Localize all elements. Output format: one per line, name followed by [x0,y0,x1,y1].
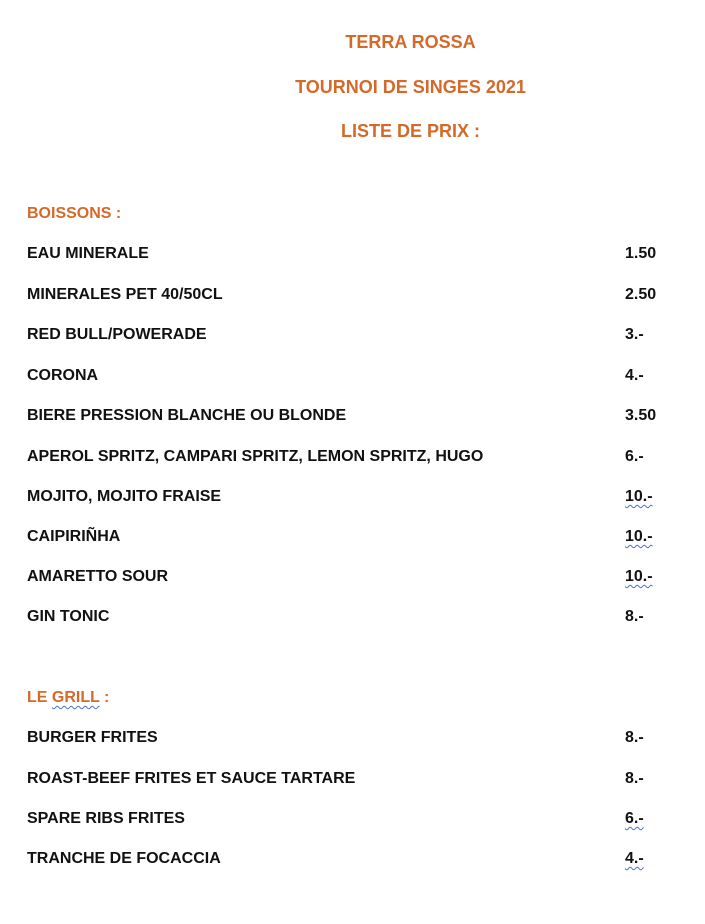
venue-title: TERRA ROSSA [345,32,476,52]
menu-row [27,810,667,832]
item-label: BIERE PRESSION BLANCHE OU BLONDE [27,407,347,424]
item-price: 4.- [625,367,644,384]
item-price: 10.- [625,488,653,505]
item-label: CAIPIRIÑHA [27,528,121,545]
menu-row [27,326,667,348]
item-label: CORONA [27,367,99,384]
item-label: APEROL SPRITZ, CAMPARI SPRITZ, LEMON SPRITZ, HUGO [27,448,484,465]
item-price: 3.50 [625,407,657,424]
item-label: GIN TONIC [27,608,110,625]
menu-row [27,407,667,429]
menu-row [27,770,667,792]
item-price: 8.- [625,608,644,625]
menu-row [27,448,667,470]
section-title-grill [27,689,109,707]
section-title-boissons: BOISSONS : [27,205,122,222]
item-price: 10.- [625,568,653,585]
item-price: 3.- [625,326,644,343]
item-label: TRANCHE DE FOCACCIA [27,850,221,867]
item-label: AMARETTO SOUR [27,568,169,585]
menu-row [27,608,667,630]
price-list-title: LISTE DE PRIX : [340,121,481,141]
menu-row [27,850,667,872]
item-label: EAU MINERALE [27,245,149,262]
section-title-suffix: : [99,689,110,706]
menu-row [27,729,667,751]
menu-row [27,568,667,590]
menu-row [27,528,667,550]
menu-row [27,488,667,510]
item-price: 8.- [625,770,644,787]
item-price: 6.- [625,448,644,465]
event-title: TOURNOI DE SINGES 2021 [295,77,526,97]
item-label: RED BULL/POWERADE [27,326,207,343]
item-price: 2.50 [625,286,657,303]
item-price: 8.- [625,729,644,746]
item-label: BURGER FRITES [27,729,158,746]
item-label: MOJITO, MOJITO FRAISE [27,488,222,505]
menu-row [27,367,667,389]
menu-row [27,245,667,267]
item-price: 6.- [625,810,644,827]
item-price: 10.- [625,528,653,545]
item-label: SPARE RIBS FRITES [27,810,185,827]
item-price: 1.50 [625,245,657,262]
section-title-word: GRILL [51,689,100,706]
menu-row [27,286,667,308]
item-label: MINERALES PET 40/50CL [27,286,223,303]
section-title-prefix: LE [27,689,52,706]
item-label: ROAST-BEEF FRITES ET SAUCE TARTARE [27,770,356,787]
item-price: 4.- [625,850,644,867]
